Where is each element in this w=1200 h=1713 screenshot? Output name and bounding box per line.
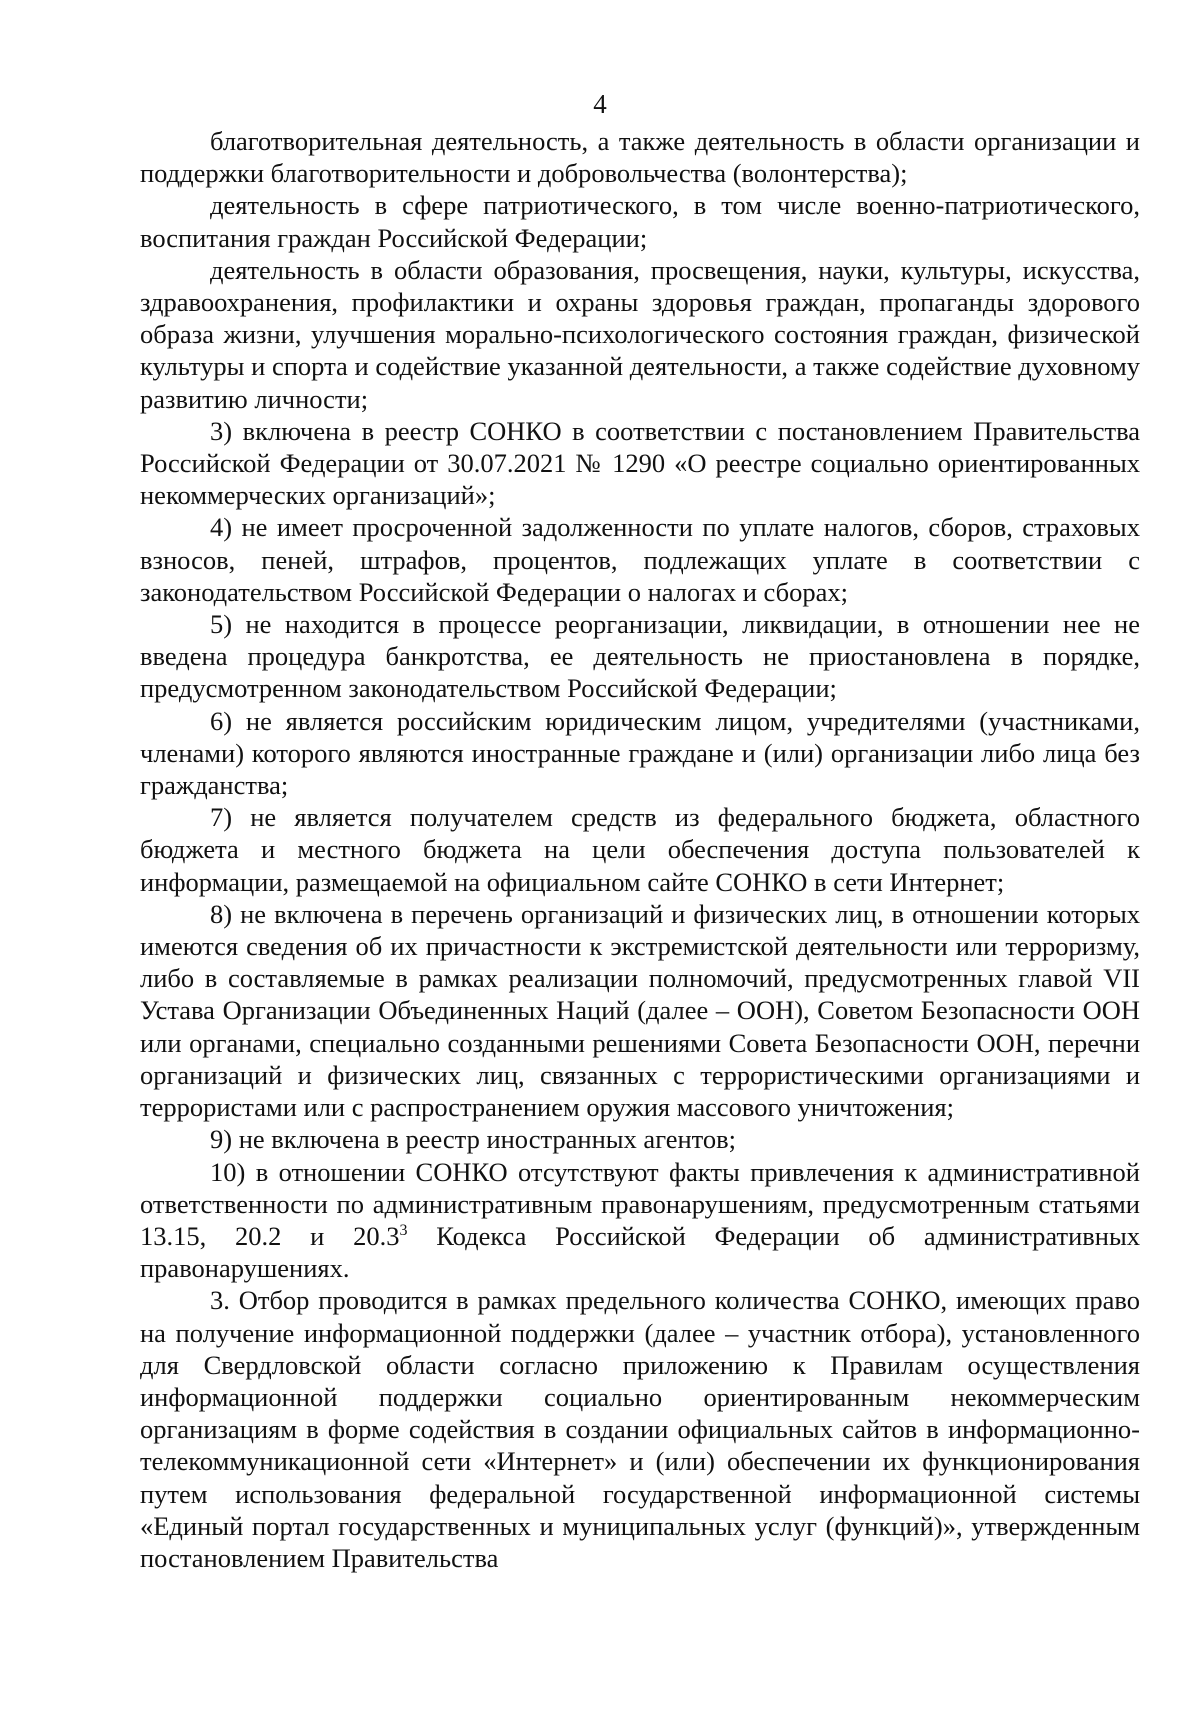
document-body xyxy=(140,125,1140,1574)
paragraph-education: деятельность в области образования, просвещения, науки, культуры, искусства, здравоохранения, профилактики и охраны здоровья граждан, пропаганды здорового образа жизни, улучшения морально-психологического состояния граждан, физической культуры и спорта и содействие указанной деятельности, а также содействие духовному развитию личности; xyxy=(140,254,1140,414)
paragraph-item-10-text-end: Кодекса Российской Федерации об административных правонарушениях. xyxy=(140,1220,1140,1284)
paragraph-section-3: 3. Отбор проводится в рамках предельного количества СОНКО, имеющих право на получение информационной поддержки (далее – участник отбора), установленного для Свердловской области согласно приложению к Правилам осуществления информационной поддержки социально ориентированным некоммерческим организациям в форме содействия в создании официальных сайтов в информационно-телекоммуникационной сети «Интернет» и (или) обеспечении их функционирования путем использования федеральной государственной информационной системы «Единый портал государственных и муниципальных услуг (функций)», утвержденным постановлением Правительства xyxy=(140,1285,1140,1573)
paragraph-item-6: 6) не является российским юридическим лицом, учредителями (участниками, членами) которого являются иностранные граждане и (или) организации либо лица без гражданства; xyxy=(140,705,1140,801)
paragraph-item-7: 7) не является получателем средств из федерального бюджета, областного бюджета и местного бюджета на цели обеспечения доступа пользователей к информации, размещаемой на официальном сайте СОНКО в сети Интернет; xyxy=(140,802,1140,897)
superscript-3: 3 xyxy=(399,1222,408,1240)
paragraph-charity: благотворительная деятельность, а также деятельность в области организации и поддержки благотворительности и добровольчества (волонтерства); xyxy=(140,126,1140,189)
paragraph-item-8: 8) не включена в перечень организаций и физических лиц, в отношении которых имеются сведения об их причастности к экстремистской деятельности или терроризму, либо в составляемые в рамках реализации полномочий, предусмотренных главой VII Устава Организации Объединенных Наций (далее – ООН), Советом Безопасности ООН или органами, специально созданными решениями Совета Безопасности ООН, перечни организаций и физических лиц, связанных с террористическими организациями и террористами или с распространением оружия массового уничтожения; xyxy=(140,898,1140,1123)
paragraph-item-5: 5) не находится в процессе реорганизации, ликвидации, в отношении нее не введена процедура банкротства, ее деятельность не приостановлена в порядке, предусмотренном законодательством Российской Федерации; xyxy=(140,609,1140,704)
page-number: 4 xyxy=(593,89,607,119)
paragraph-item-9: 9) не включена в реестр иностранных агентов; xyxy=(210,1124,737,1155)
paragraph-item-4: 4) не имеет просроченной задолженности по уплате налогов, сборов, страховых взносов, пеней, штрафов, процентов, подлежащих уплате в соответствии с законодательством Российской Федерации о налогах и сборах; xyxy=(140,512,1140,607)
paragraph-patriotic: деятельность в сфере патриотического, в том числе военно-патриотического, воспитания граждан Российской Федерации; xyxy=(140,190,1140,253)
paragraph-item-10 xyxy=(140,1156,1140,1285)
paragraph-item-3: 3) включена в реестр СОНКО в соответствии с постановлением Правительства Российской Федерации от 30.07.2021 № 1290 «О реестре социально ориентированных некоммерческих организаций»; xyxy=(140,415,1140,511)
paragraph-item-10-text: 10) в отношении СОНКО отсутствуют факты привлечения к административной ответственности по административным правонарушениям, предусмотренным статьями 13.15, 20.2 и 20.3 xyxy=(140,1156,1140,1251)
